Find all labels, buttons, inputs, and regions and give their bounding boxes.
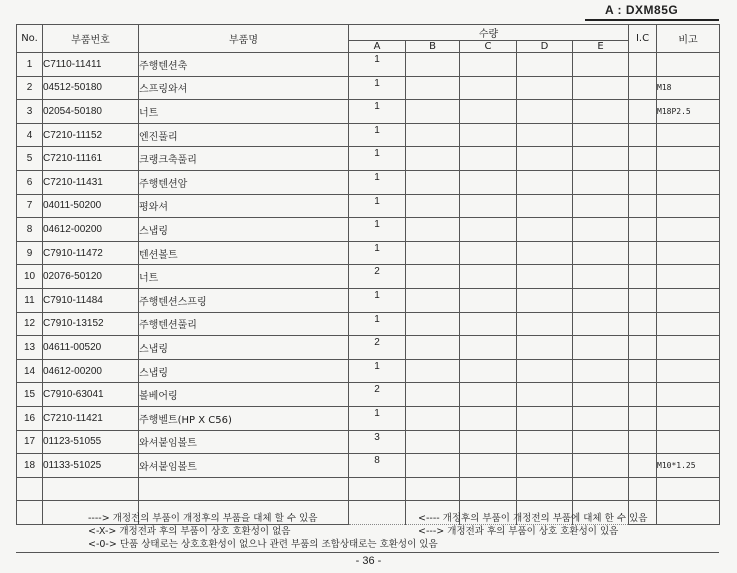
row-ic — [629, 170, 657, 194]
row-part-no: C7210-11421 — [43, 406, 139, 430]
row-no: 8 — [17, 218, 43, 242]
row-part-name: 와셔붙임볼트 — [139, 430, 349, 454]
legend — [88, 512, 647, 551]
row-part-no: 04512-50180 — [43, 76, 139, 100]
row-ic — [629, 359, 657, 383]
row-qty-e — [573, 288, 629, 312]
row-part-no: 02076-50120 — [43, 265, 139, 289]
row-part-name: 엔진풀리 — [139, 123, 349, 147]
row-qty-b — [406, 147, 460, 171]
row-qty-a — [349, 123, 406, 147]
row-part-name: 크랭크축풀리 — [139, 147, 349, 171]
row-no: 13 — [17, 336, 43, 360]
row-qty-a-value: 1 — [374, 101, 380, 113]
row-part-no: 01133-51025 — [43, 454, 139, 478]
row-ic — [629, 406, 657, 430]
legend-backward: <---- 개정후의 부품이 개정전의 부품에 대체 한 수 있음 — [418, 513, 648, 524]
row-ic — [629, 100, 657, 124]
header-qty-e: E — [573, 41, 629, 53]
row-part-no: 04011-50200 — [43, 194, 139, 218]
row-qty-e — [573, 76, 629, 100]
row-qty-a — [349, 241, 406, 265]
row-qty-d — [517, 336, 573, 360]
row-qty-d — [517, 454, 573, 478]
row-qty-a — [349, 147, 406, 171]
parts-table — [16, 24, 720, 525]
table-row — [17, 170, 720, 194]
row-part-name: 볼베어링 — [139, 383, 349, 407]
table-row — [17, 76, 720, 100]
row-qty-d — [517, 406, 573, 430]
row-note — [657, 194, 720, 218]
row-no — [17, 477, 43, 501]
table-row — [17, 147, 720, 171]
row-qty-a-value: 1 — [374, 360, 380, 372]
row-qty-e — [573, 194, 629, 218]
row-no: 12 — [17, 312, 43, 336]
row-no: 17 — [17, 430, 43, 454]
row-no: 11 — [17, 288, 43, 312]
row-part-name: 스냅링 — [139, 218, 349, 242]
row-qty-d — [517, 383, 573, 407]
row-qty-d — [517, 477, 573, 501]
row-qty-e — [573, 383, 629, 407]
row-qty-a-value: 1 — [374, 195, 380, 207]
row-qty-c — [460, 336, 517, 360]
header-part-no: 부품번호 — [43, 25, 139, 53]
row-note — [657, 170, 720, 194]
row-qty-a-value: 1 — [374, 77, 380, 89]
row-qty-c — [460, 170, 517, 194]
row-part-no: C7910-63041 — [43, 383, 139, 407]
row-note: M18P2.5 — [657, 100, 720, 124]
row-qty-a-value: 1 — [374, 54, 380, 65]
row-note — [657, 241, 720, 265]
table-row — [17, 406, 720, 430]
row-qty-c — [460, 430, 517, 454]
table-row — [17, 100, 720, 124]
row-qty-c — [460, 100, 517, 124]
row-qty-e — [573, 241, 629, 265]
row-no: 10 — [17, 265, 43, 289]
header-no: No. — [17, 25, 43, 53]
row-qty-e — [573, 477, 629, 501]
row-qty-e — [573, 218, 629, 242]
row-qty-c — [460, 194, 517, 218]
row-ic — [629, 430, 657, 454]
row-qty-a — [349, 218, 406, 242]
row-qty-b — [406, 76, 460, 100]
row-ic — [629, 312, 657, 336]
table-row — [17, 383, 720, 407]
table-row — [17, 123, 720, 147]
row-qty-b — [406, 265, 460, 289]
row-note — [657, 336, 720, 360]
row-ic — [629, 383, 657, 407]
row-no: 5 — [17, 147, 43, 171]
row-part-no: C7210-11161 — [43, 147, 139, 171]
row-qty-d — [517, 218, 573, 242]
row-qty-b — [406, 359, 460, 383]
table-row — [17, 194, 720, 218]
legend-compatible: <---> 개정전과 후의 부품이 상호 호환성이 있음 — [418, 526, 619, 537]
header-note: 비고 — [657, 25, 720, 53]
row-ic — [629, 123, 657, 147]
row-qty-a — [349, 194, 406, 218]
row-qty-d — [517, 312, 573, 336]
row-no: 4 — [17, 123, 43, 147]
table-row — [17, 218, 720, 242]
row-qty-e — [573, 170, 629, 194]
row-part-no — [43, 477, 139, 501]
row-qty-b — [406, 123, 460, 147]
row-qty-c — [460, 76, 517, 100]
table-row — [17, 430, 720, 454]
row-qty-a — [349, 265, 406, 289]
row-qty-b — [406, 477, 460, 501]
row-qty-a — [349, 454, 406, 478]
row-qty-e — [573, 312, 629, 336]
row-ic — [629, 454, 657, 478]
row-note — [657, 359, 720, 383]
row-qty-a — [349, 336, 406, 360]
row-qty-a — [349, 359, 406, 383]
table-row — [17, 336, 720, 360]
row-qty-d — [517, 53, 573, 77]
row-qty-e — [573, 430, 629, 454]
header-ic: I.C — [629, 25, 657, 53]
row-part-no: 04612-00200 — [43, 218, 139, 242]
row-ic — [629, 218, 657, 242]
row-qty-e — [573, 406, 629, 430]
row-qty-d — [517, 100, 573, 124]
table-row — [17, 312, 720, 336]
row-qty-c — [460, 265, 517, 289]
row-qty-a-value: 8 — [374, 455, 380, 467]
row-qty-e — [573, 454, 629, 478]
header-qty-a: A — [349, 41, 406, 53]
table-row — [17, 241, 720, 265]
row-ic — [629, 336, 657, 360]
row-qty-a-value: 2 — [374, 337, 380, 349]
row-qty-d — [517, 359, 573, 383]
row-qty-a — [349, 477, 406, 501]
row-qty-b — [406, 218, 460, 242]
table-row — [17, 53, 720, 77]
table-row — [17, 477, 720, 501]
table-row — [17, 265, 720, 289]
row-qty-a-value: 1 — [374, 171, 380, 183]
row-part-name: 와셔붙임볼트 — [139, 454, 349, 478]
row-qty-e — [573, 359, 629, 383]
row-part-name: 너트 — [139, 265, 349, 289]
row-ic — [629, 76, 657, 100]
row-note — [657, 53, 720, 77]
row-part-name: 주행텐션스프링 — [139, 288, 349, 312]
row-no: 1 — [17, 53, 43, 77]
row-note — [657, 265, 720, 289]
row-qty-c — [460, 241, 517, 265]
row-no: 18 — [17, 454, 43, 478]
row-part-name: 스프링와셔 — [139, 76, 349, 100]
row-qty-c — [460, 218, 517, 242]
row-note — [657, 312, 720, 336]
row-no: 3 — [17, 100, 43, 124]
row-note: M18 — [657, 76, 720, 100]
row-qty-d — [517, 430, 573, 454]
row-qty-e — [573, 147, 629, 171]
row-part-no: C7210-11152 — [43, 123, 139, 147]
model-label: A : DXM85G — [585, 0, 719, 21]
header-qty-c: C — [460, 41, 517, 53]
row-qty-b — [406, 312, 460, 336]
row-part-name: 너트 — [139, 100, 349, 124]
row-part-no: C7110-11411 — [43, 53, 139, 77]
row-qty-c — [460, 359, 517, 383]
row-qty-a — [349, 312, 406, 336]
row-no: 9 — [17, 241, 43, 265]
row-part-no: 04612-00200 — [43, 359, 139, 383]
table-row — [17, 454, 720, 478]
row-no: 2 — [17, 76, 43, 100]
row-qty-b — [406, 454, 460, 478]
row-qty-a-value: 1 — [374, 219, 380, 231]
row-part-name: 평와셔 — [139, 194, 349, 218]
legend-forward: ----> 개정전의 부품이 개정후의 부품을 대체 할 수 있음 — [88, 513, 318, 524]
row-qty-b — [406, 406, 460, 430]
header-part-name: 부품명 — [139, 25, 349, 53]
row-ic — [629, 147, 657, 171]
row-qty-a — [349, 406, 406, 430]
row-note — [657, 147, 720, 171]
row-qty-d — [517, 76, 573, 100]
row-qty-d — [517, 170, 573, 194]
row-no: 6 — [17, 170, 43, 194]
row-part-no: C7210-11431 — [43, 170, 139, 194]
row-no: 15 — [17, 383, 43, 407]
row-note — [657, 430, 720, 454]
row-qty-a-value: 1 — [374, 407, 380, 419]
row-part-no: C7910-11472 — [43, 241, 139, 265]
row-note — [657, 123, 720, 147]
row-qty-a-value: 3 — [374, 431, 380, 443]
row-qty-a-value: 1 — [374, 148, 380, 160]
row-part-name: 스냅링 — [139, 359, 349, 383]
row-qty-a — [349, 430, 406, 454]
row-no: 14 — [17, 359, 43, 383]
row-qty-d — [517, 241, 573, 265]
row-part-name: 스냅링 — [139, 336, 349, 360]
row-qty-c — [460, 383, 517, 407]
parts-table-body — [17, 53, 720, 525]
row-qty-b — [406, 288, 460, 312]
row-ic — [629, 194, 657, 218]
row-qty-b — [406, 430, 460, 454]
row-qty-c — [460, 288, 517, 312]
table-bottom-rule — [16, 552, 719, 553]
row-note: M10*1.25 — [657, 454, 720, 478]
row-ic — [629, 265, 657, 289]
table-row — [17, 288, 720, 312]
table-row — [17, 359, 720, 383]
row-qty-a-value: 2 — [374, 266, 380, 278]
row-qty-b — [406, 194, 460, 218]
row-qty-b — [406, 241, 460, 265]
row-part-name: 주행텐션축 — [139, 53, 349, 77]
row-qty-d — [517, 194, 573, 218]
row-note — [657, 501, 720, 525]
row-qty-c — [460, 147, 517, 171]
row-qty-c — [460, 454, 517, 478]
row-part-no: C7910-11484 — [43, 288, 139, 312]
row-qty-e — [573, 123, 629, 147]
row-note — [657, 406, 720, 430]
row-qty-b — [406, 100, 460, 124]
row-no — [17, 501, 43, 525]
row-qty-d — [517, 147, 573, 171]
row-qty-a — [349, 100, 406, 124]
row-qty-b — [406, 53, 460, 77]
row-qty-a — [349, 288, 406, 312]
row-part-name: 주행텐션풀리 — [139, 312, 349, 336]
header-qty-b: B — [406, 41, 460, 53]
header-qty: 수량 — [349, 25, 629, 41]
row-qty-c — [460, 53, 517, 77]
row-note — [657, 383, 720, 407]
row-qty-e — [573, 100, 629, 124]
row-note — [657, 288, 720, 312]
row-ic — [629, 241, 657, 265]
row-no: 7 — [17, 194, 43, 218]
row-qty-d — [517, 288, 573, 312]
row-qty-a-value: 1 — [374, 313, 380, 325]
row-part-no: 01123-51055 — [43, 430, 139, 454]
header-qty-d: D — [517, 41, 573, 53]
row-qty-d — [517, 265, 573, 289]
row-qty-a-value: 1 — [374, 242, 380, 254]
row-qty-a-value: 1 — [374, 124, 380, 136]
legend-combination-compatible: <-0-> 단품 상태로는 상호호환성이 없으나 관련 부품의 조합상태로는 호환성이 있음 — [88, 539, 438, 550]
row-part-no: 02054-50180 — [43, 100, 139, 124]
row-part-name: 텐션볼트 — [139, 241, 349, 265]
row-no: 16 — [17, 406, 43, 430]
row-qty-a — [349, 76, 406, 100]
row-part-no: C7910-13152 — [43, 312, 139, 336]
row-part-name: 주행텐션암 — [139, 170, 349, 194]
row-note — [657, 477, 720, 501]
row-qty-c — [460, 477, 517, 501]
row-qty-a-value: 1 — [374, 289, 380, 301]
row-part-name — [139, 477, 349, 501]
page-number: - 36 - — [355, 555, 382, 567]
row-qty-a — [349, 170, 406, 194]
row-qty-b — [406, 170, 460, 194]
row-note — [657, 218, 720, 242]
row-qty-d — [517, 123, 573, 147]
row-qty-e — [573, 53, 629, 77]
row-qty-e — [573, 265, 629, 289]
row-ic — [629, 53, 657, 77]
row-part-name: 주행벨트(HP X C56) — [139, 406, 349, 430]
row-ic — [629, 477, 657, 501]
row-qty-b — [406, 336, 460, 360]
row-qty-a — [349, 383, 406, 407]
row-ic — [629, 288, 657, 312]
row-qty-a — [349, 53, 406, 77]
row-qty-c — [460, 312, 517, 336]
row-part-no: 04611-00520 — [43, 336, 139, 360]
row-qty-b — [406, 383, 460, 407]
row-qty-a-value: 2 — [374, 384, 380, 396]
row-qty-e — [573, 336, 629, 360]
row-qty-c — [460, 406, 517, 430]
row-qty-c — [460, 123, 517, 147]
legend-not-compatible: <-X-> 개정전과 후의 부품이 상호 호환성이 없음 — [88, 526, 291, 537]
